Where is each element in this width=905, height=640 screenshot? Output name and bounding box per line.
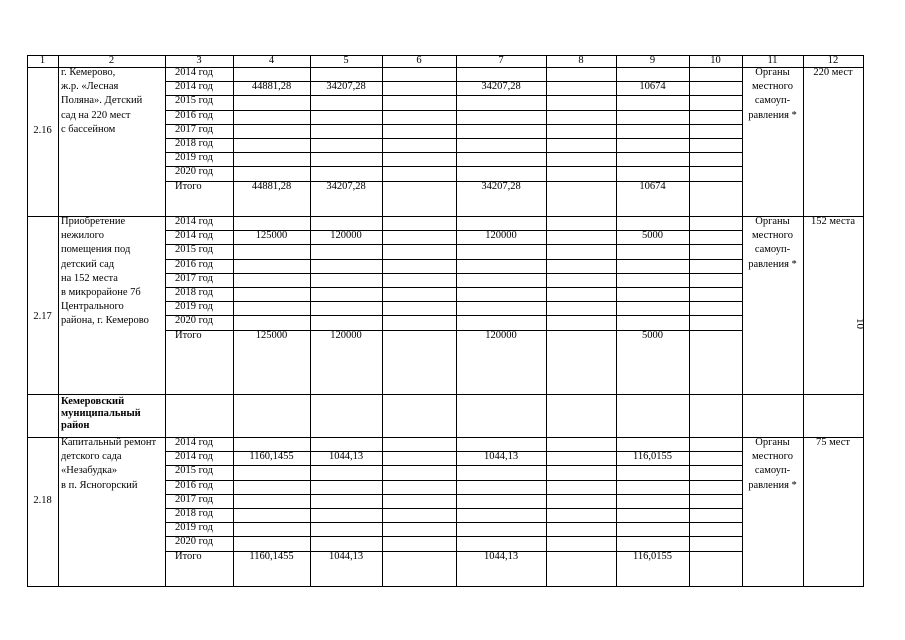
year-row-line bbox=[165, 273, 743, 274]
year-row-line bbox=[165, 95, 743, 96]
value-2014-col5: 120000 bbox=[330, 230, 362, 242]
year-label: 2018 год bbox=[175, 138, 213, 149]
value-2014-col7: 34207,28 bbox=[481, 81, 521, 93]
year-label: 2014 год bbox=[175, 230, 213, 242]
header-cell-12: 12 bbox=[827, 55, 839, 66]
year-label: 2016 год bbox=[175, 258, 213, 270]
value-total-col5: 34207,28 bbox=[326, 180, 366, 192]
year-row-line bbox=[165, 138, 743, 139]
executor-line: равления * bbox=[748, 479, 797, 491]
value-2014-col7: 120000 bbox=[485, 230, 517, 242]
year-label: 2016 год bbox=[175, 109, 213, 121]
header-cell-1: 1 bbox=[39, 55, 46, 66]
value-total-col7: 120000 bbox=[485, 329, 517, 341]
executor-line: местного bbox=[752, 451, 793, 463]
year-row-line bbox=[165, 508, 743, 509]
value-2014-col5: 1044,13 bbox=[328, 451, 364, 463]
object-name-line: в п. Ясногорский bbox=[61, 479, 138, 491]
value-total-col9: 116,0155 bbox=[633, 550, 672, 562]
value-2014-col5: 34207,28 bbox=[326, 81, 366, 93]
executor-line: Органы bbox=[755, 216, 790, 227]
column-line-11 bbox=[803, 55, 804, 587]
table-bottom-border bbox=[27, 586, 864, 587]
result-value: 220 мест bbox=[813, 67, 853, 78]
object-name-line: г. Кемерово, bbox=[61, 67, 116, 78]
row-number: 2.16 bbox=[33, 125, 52, 137]
value-total-col4: 1160,1455 bbox=[249, 550, 294, 562]
year-label: 2016 год bbox=[175, 479, 213, 491]
year-label: 2018 год bbox=[175, 508, 213, 519]
year-label: 2020 год bbox=[175, 166, 213, 178]
year-label: 2017 год bbox=[175, 123, 213, 135]
year-label: 2020 год bbox=[175, 315, 213, 327]
header-cell-3: 3 bbox=[196, 55, 202, 66]
value-2014-col7: 1044,13 bbox=[483, 451, 519, 463]
object-name-line: Поляна». Детский bbox=[61, 95, 143, 107]
year-row-line bbox=[165, 301, 743, 302]
year-row-line bbox=[165, 465, 743, 466]
row-number: 2.17 bbox=[33, 311, 52, 323]
object-name-line: детского сада bbox=[61, 451, 122, 463]
year-label: 2015 год bbox=[175, 244, 213, 256]
program-table bbox=[27, 55, 863, 586]
section-heading-line: район bbox=[61, 420, 90, 431]
year-label: 2019 год bbox=[175, 522, 213, 534]
object-name-line: ж.р. «Лесная bbox=[61, 81, 119, 93]
object-name-line: «Незабудка» bbox=[61, 465, 118, 477]
value-total-col4: 44881,28 bbox=[251, 180, 292, 192]
header-cell-2: 2 bbox=[108, 55, 115, 66]
object-name-line: помещения под bbox=[61, 244, 131, 256]
year-label: 2014 год bbox=[175, 216, 213, 227]
executor-line: Органы bbox=[755, 67, 790, 78]
year-label: 2017 год bbox=[175, 272, 213, 284]
executor-line: местного bbox=[752, 81, 793, 93]
object-name-line: в микрорайоне 7б bbox=[61, 287, 141, 298]
year-label: 2020 год bbox=[175, 536, 213, 548]
year-row-line bbox=[165, 315, 743, 316]
header-cell-7: 7 bbox=[498, 55, 504, 66]
executor-line: самоуп- bbox=[754, 244, 791, 256]
year-row-line bbox=[165, 152, 743, 153]
section-heading-line: Кемеровский bbox=[61, 396, 125, 407]
year-label: 2014 год bbox=[175, 451, 213, 463]
value-2014-col4: 125000 bbox=[255, 230, 288, 242]
executor-line: Органы bbox=[755, 437, 790, 448]
object-name-line: детский сад bbox=[61, 258, 115, 270]
year-label: 2015 год bbox=[175, 465, 213, 477]
value-2014-col9: 5000 bbox=[642, 230, 663, 242]
object-name-line: района, г. Кемерово bbox=[61, 315, 149, 327]
total-label: Итого bbox=[175, 180, 202, 192]
total-label: Итого bbox=[175, 550, 202, 562]
object-name-line: Приобретение bbox=[61, 216, 126, 227]
object-name-line: Центрального bbox=[61, 301, 124, 313]
object-name-line: нежилого bbox=[61, 230, 104, 242]
value-total-col9: 5000 bbox=[642, 329, 663, 341]
executor-line: местного bbox=[752, 230, 793, 242]
value-total-col7: 34207,28 bbox=[481, 180, 521, 192]
year-row-line bbox=[165, 124, 743, 125]
year-row-line bbox=[165, 166, 743, 167]
value-total-col4: 125000 bbox=[255, 329, 288, 341]
header-cell-5: 5 bbox=[343, 55, 349, 66]
header-cell-8: 8 bbox=[578, 55, 584, 66]
value-total-col5: 1044,13 bbox=[328, 550, 364, 562]
result-value: 152 места bbox=[811, 216, 855, 227]
year-row-line bbox=[165, 536, 743, 537]
year-row-line bbox=[165, 494, 743, 495]
header-cell-10: 10 bbox=[710, 55, 721, 66]
header-cell-11: 11 bbox=[767, 55, 778, 66]
value-total-col9: 10674 bbox=[639, 180, 666, 192]
total-label: Итого bbox=[175, 329, 202, 341]
executor-line: самоуп- bbox=[754, 465, 791, 477]
year-label: 2015 год bbox=[175, 95, 213, 107]
year-row-line bbox=[165, 110, 743, 111]
year-row-line bbox=[165, 522, 743, 523]
value-total-col7: 1044,13 bbox=[483, 550, 519, 562]
executor-line: равления * bbox=[748, 258, 797, 270]
year-row-line bbox=[165, 259, 743, 260]
value-2014-col9: 116,0155 bbox=[633, 451, 672, 463]
header-cell-4: 4 bbox=[268, 55, 275, 66]
year-label: 2019 год bbox=[175, 152, 213, 164]
section-heading-line: муниципальный bbox=[61, 408, 141, 419]
year-label: 2014 год bbox=[175, 437, 213, 448]
year-row-line bbox=[165, 480, 743, 481]
page-number: 10 bbox=[854, 318, 866, 329]
year-label: 2014 год bbox=[175, 67, 213, 78]
value-2014-col4: 44881,28 bbox=[251, 81, 292, 93]
value-total-col5: 120000 bbox=[330, 329, 362, 341]
year-row-line bbox=[165, 244, 743, 245]
column-line-1 bbox=[58, 55, 59, 587]
year-label: 2014 год bbox=[175, 81, 213, 93]
object-name-line: Капитальный ремонт bbox=[61, 437, 157, 448]
year-label: 2017 год bbox=[175, 493, 213, 505]
object-name-line: с бассейном bbox=[61, 123, 116, 135]
year-label: 2018 год bbox=[175, 287, 213, 298]
executor-line: равления * bbox=[748, 109, 797, 121]
object-name-line: сад на 220 мест bbox=[61, 109, 131, 121]
header-cell-9: 9 bbox=[649, 55, 656, 66]
value-2014-col4: 1160,1455 bbox=[249, 451, 294, 463]
value-2014-col9: 10674 bbox=[639, 81, 666, 93]
year-row-line bbox=[165, 287, 743, 288]
object-name-line: на 152 места bbox=[61, 272, 118, 284]
header-cell-6: 6 bbox=[416, 55, 422, 66]
result-value: 75 мест bbox=[816, 437, 850, 448]
year-label: 2019 год bbox=[175, 301, 213, 313]
executor-line: самоуп- bbox=[754, 95, 791, 107]
row-number: 2.18 bbox=[33, 495, 52, 507]
